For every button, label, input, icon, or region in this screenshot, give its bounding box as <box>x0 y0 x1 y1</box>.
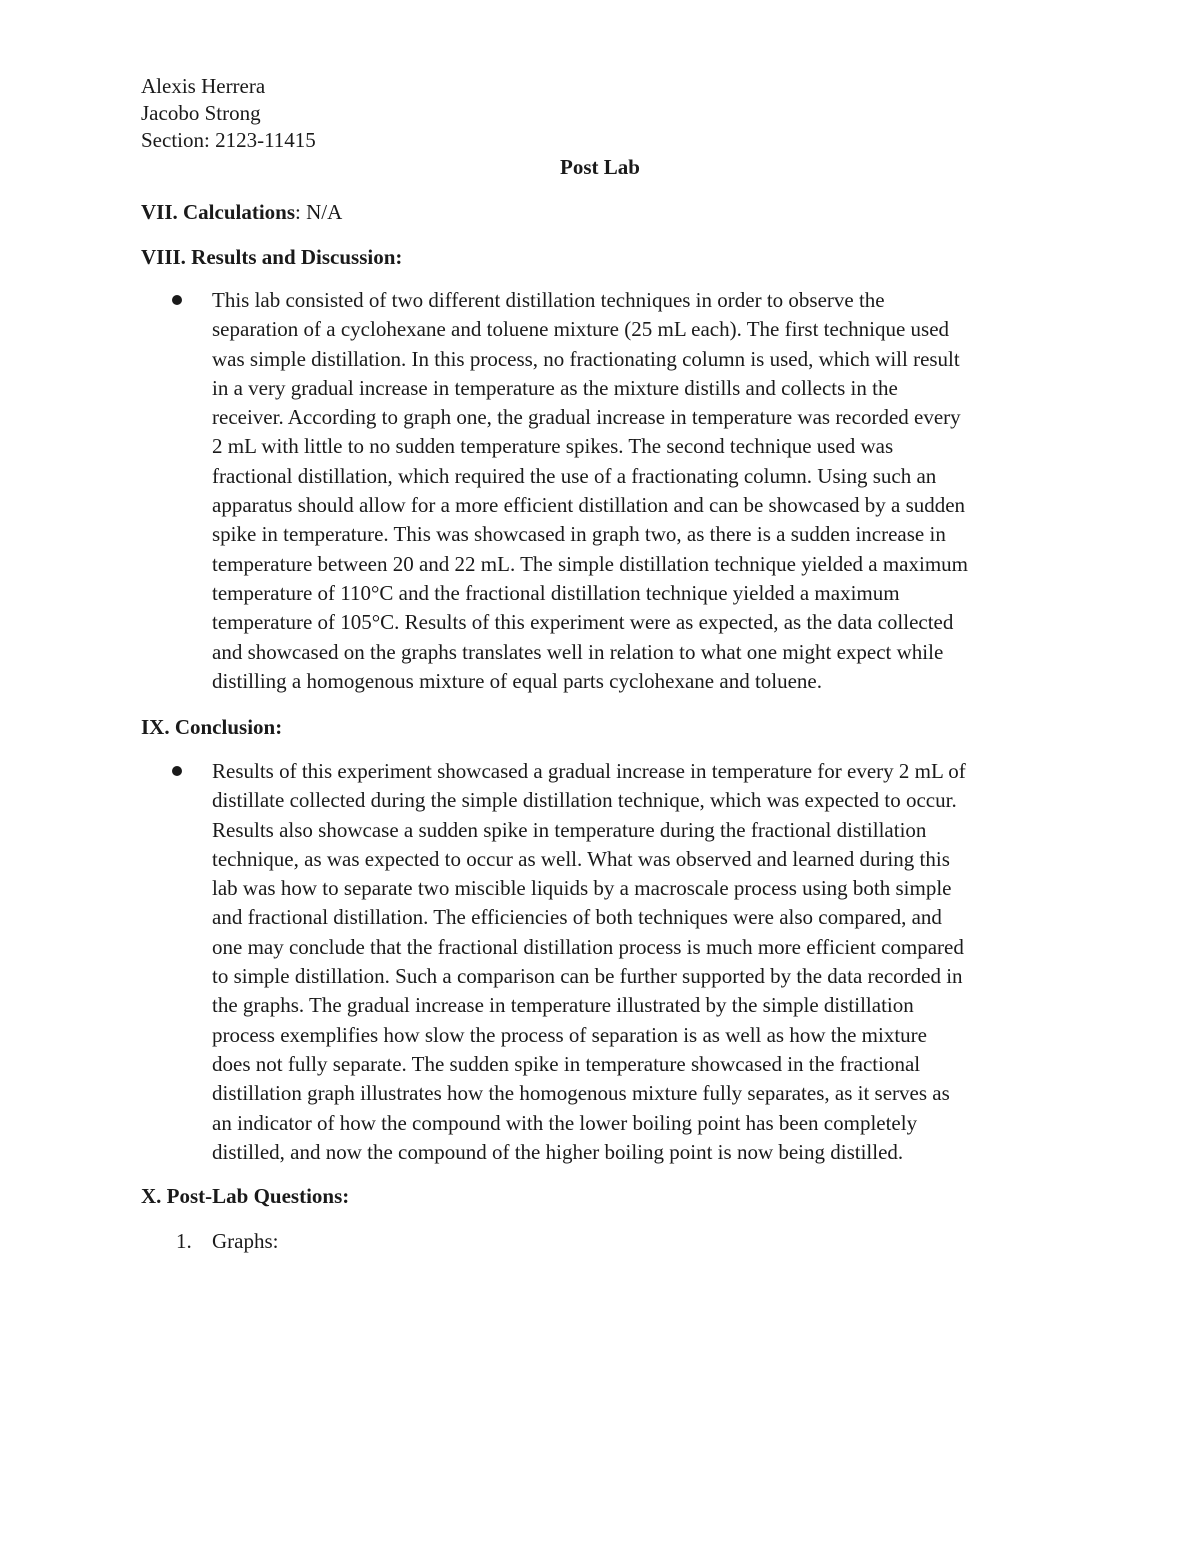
section-number: Section: 2123-11415 <box>141 128 316 152</box>
results-paragraph-line: was simple distillation. In this process, no fractionating column is used, which will result <box>212 346 960 371</box>
postlab-heading-text: X. Post-Lab Questions: <box>141 1184 350 1208</box>
conclusion-paragraph-line: distillate collected during the simple distillation technique, which was expected to occur. <box>212 788 957 813</box>
conclusion-bullet-icon <box>172 766 182 776</box>
calculations-heading: VII. Calculations <box>141 200 296 224</box>
author-name-2: Jacobo Strong <box>141 101 261 125</box>
conclusion-paragraph-line: technique, as was expected to occur as well. What was observed and learned during this <box>212 846 950 871</box>
results-paragraph-line: in a very gradual increase in temperature as the mixture distills and collects in the <box>212 375 898 400</box>
results-paragraph-line: receiver. According to graph one, the gradual increase in temperature was recorded every <box>212 405 961 430</box>
conclusion-paragraph-line: distilled, and now the compound of the higher boiling point is now being distilled. <box>212 1139 904 1164</box>
results-paragraph-line: spike in temperature. This was showcased in graph two, as there is a sudden increase in <box>212 522 946 547</box>
calculations-line <box>141 198 342 226</box>
results-paragraph-line: temperature of 105°C. Results of this experiment were as expected, as the data collected <box>212 610 954 635</box>
results-paragraph-line: distilling a homogenous mixture of equal parts cyclohexane and toluene. <box>212 668 823 693</box>
conclusion-paragraph-line: and fractional distillation. The efficiencies of both techniques were also compared, and <box>212 905 942 930</box>
conclusion-paragraph-line: process exemplifies how slow the process of separation is as well as how the mixture <box>212 1022 927 1047</box>
results-paragraph-line: temperature between 20 and 22 mL. The simple distillation technique yielded a maximum <box>212 551 968 576</box>
conclusion-paragraph-line: one may conclude that the fractional distillation process is much more efficient compared <box>212 934 964 959</box>
postlab-heading <box>141 1182 349 1210</box>
conclusion-heading <box>141 713 282 741</box>
postlab-item-text: Graphs: <box>212 1229 279 1253</box>
conclusion-paragraph-line: an indicator of how the compound with the lower boiling point has been completely <box>212 1110 918 1135</box>
results-paragraph-line: and showcased on the graphs translates well in relation to what one might expect while <box>212 639 944 664</box>
results-paragraph-line: fractional distillation, which required the use of a fractionating column. Using such an <box>212 463 937 488</box>
results-paragraph-line: 2 mL with little to no sudden temperature spikes. The second technique used was <box>212 434 894 459</box>
page-title: Post Lab <box>560 155 640 179</box>
conclusion-paragraph-line: lab was how to separate two miscible liquids by a macroscale process using both simple <box>212 876 952 901</box>
conclusion-paragraph-line: to simple distillation. Such a comparison can be further supported by the data recorded in <box>212 964 963 989</box>
results-paragraph <box>212 286 968 696</box>
conclusion-paragraph <box>212 757 966 1167</box>
conclusion-paragraph-line: distillation graph illustrates how the homogenous mixture fully separates, as it serves as <box>212 1081 950 1106</box>
results-heading <box>141 243 402 271</box>
results-paragraph-line: separation of a cyclohexane and toluene mixture (25 mL each). The first technique used <box>212 317 950 342</box>
conclusion-paragraph-line: does not fully separate. The sudden spike in temperature showcased in the fractional <box>212 1051 921 1076</box>
results-heading-text: VIII. Results and Discussion: <box>141 245 403 269</box>
results-paragraph-line: This lab consisted of two different distillation techniques in order to observe the <box>212 288 885 312</box>
results-bullet-icon <box>172 295 182 305</box>
calculations-value: : N/A <box>295 200 343 224</box>
conclusion-paragraph-line: the graphs. The gradual increase in temperature illustrated by the simple distillation <box>212 993 914 1018</box>
postlab-item-number: 1. <box>176 1229 192 1253</box>
author-name-1: Alexis Herrera <box>141 74 266 98</box>
conclusion-paragraph-line: Results of this experiment showcased a gradual increase in temperature for every 2 mL of <box>212 759 966 783</box>
conclusion-heading-text: IX. Conclusion: <box>141 715 283 739</box>
conclusion-paragraph-line: Results also showcase a sudden spike in temperature during the fractional distillation <box>212 817 927 842</box>
results-paragraph-line: apparatus should allow for a more efficient distillation and can be showcased by a sudden <box>212 493 966 518</box>
results-paragraph-line: temperature of 110°C and the fractional distillation technique yielded a maximum <box>212 580 900 605</box>
